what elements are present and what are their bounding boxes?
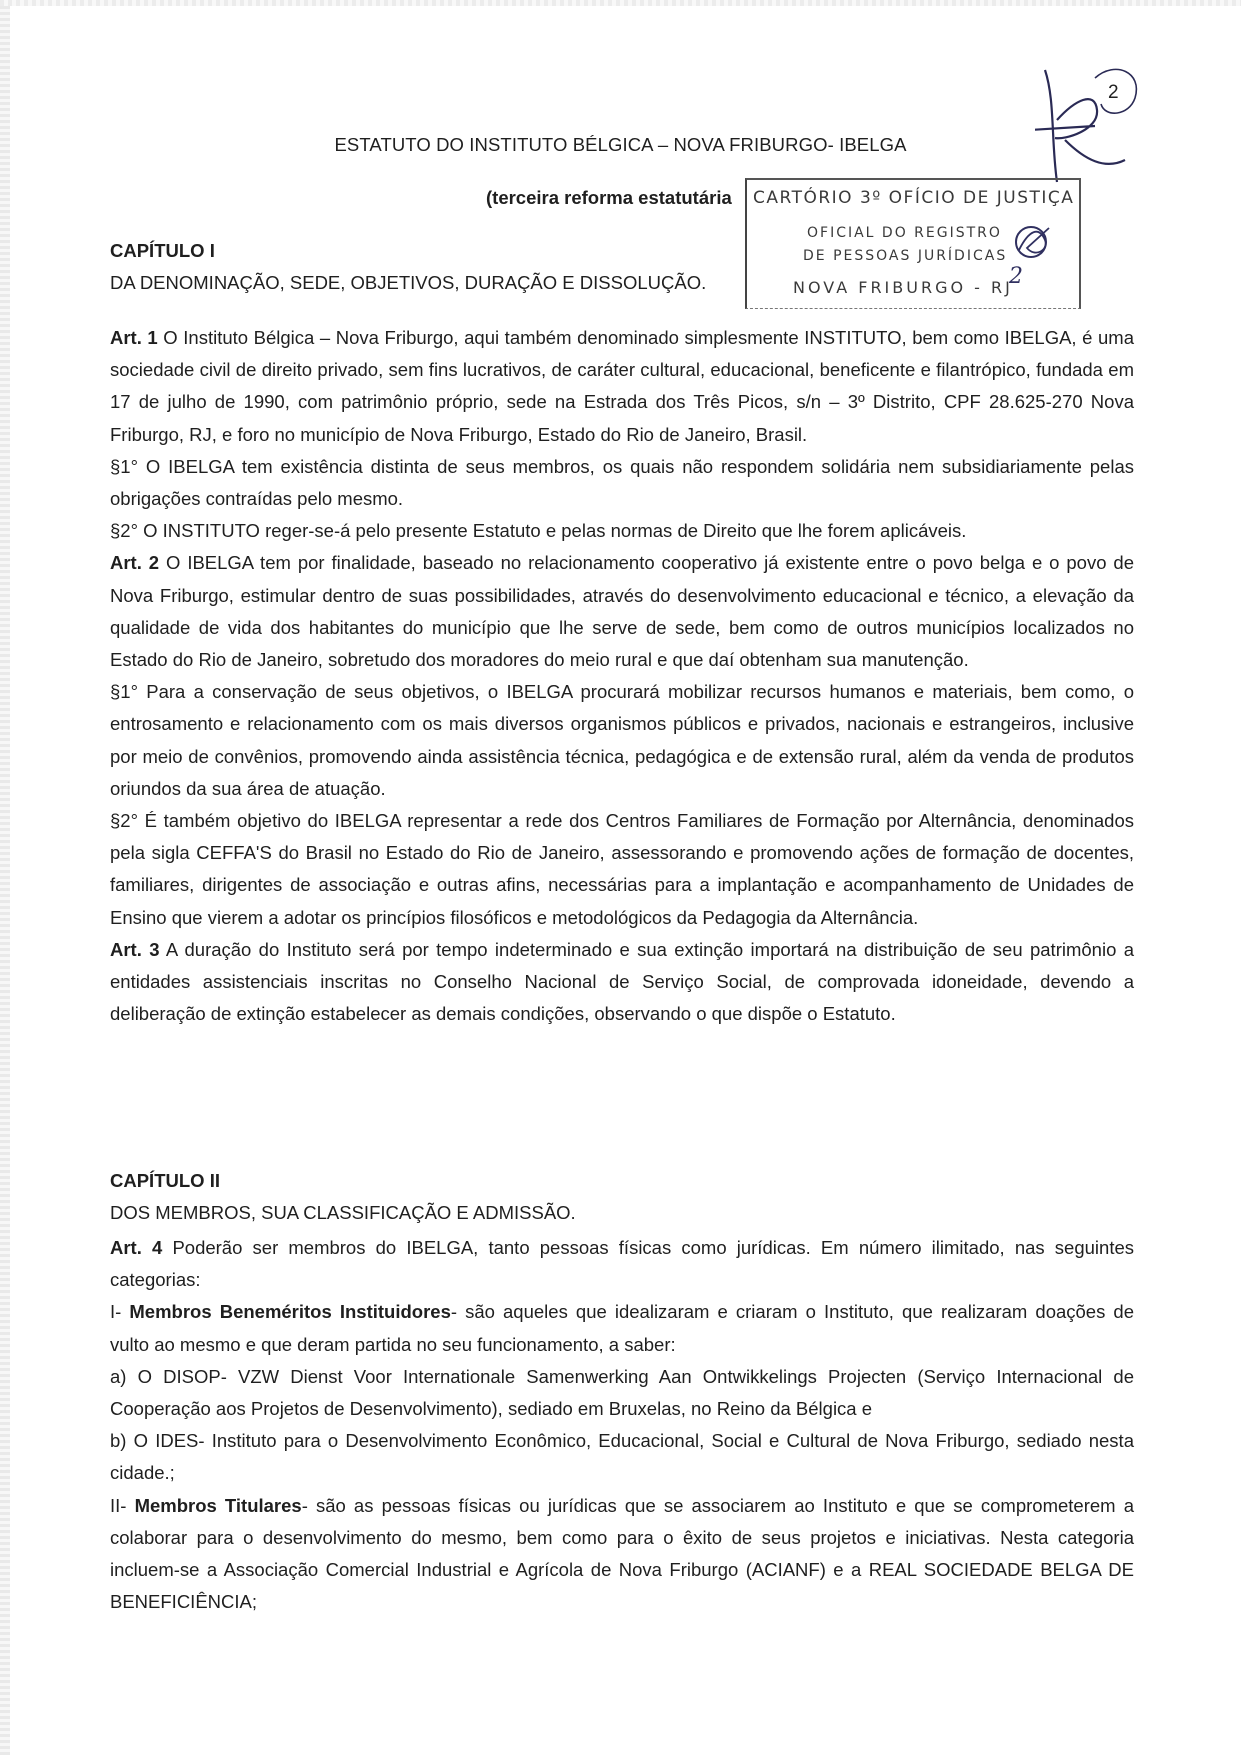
article-label: Art. 2 bbox=[110, 552, 160, 574]
stamp-rubric bbox=[1009, 220, 1059, 264]
paragraph: §2° É também objetivo do IBELGA representar a rede dos Centros Familiares de Formação por Alternância, denominados pela sigla CEFFA'S do Brasil no Estado do Rio de Janeiro, assessorando e promovendo ações de formação de docentes, familiares, dirigentes de associação e outras afins, necessárias para a implantação e acompanhamento de Unidades de Ensino que vierem a adotar os princípios filosóficos e metodológicos da Pedagogia da Alternância. bbox=[110, 810, 1134, 928]
item-b: b) O IDES- Instituto para o Desenvolvimento Econômico, Educacional, Social e Cultural de Nova Friburgo, sediado nesta cidade.; bbox=[110, 1430, 1134, 1484]
article-text: A duração do Instituto será por tempo indeterminado e sua extinção importará na distribuição de seu patrimônio a entidades assistenciais inscritas no Conselho Nacional de Serviço Social, de comprovada idoneidade, devendo a deliberação de extinção estabelecer as demais condições, observando o que dispõe o Estatuto. bbox=[110, 938, 1134, 1025]
article-label: Art. 4 bbox=[110, 1237, 163, 1258]
article-1 bbox=[110, 322, 1134, 451]
paragraph: §2° O INSTITUTO reger-se-á pelo presente Estatuto e pelas normas de Direito que lhe forem aplicáveis. bbox=[110, 520, 967, 542]
chapter-2-heading: CAPÍTULO II bbox=[110, 1170, 220, 1191]
article-4 bbox=[110, 1232, 1134, 1296]
paragraph: §1° Para a conservação de seus objetivos, o IBELGA procurará mobilizar recursos humanos e materiais, bem como, o entrosamento e relacionamento com os mais diversos organismos públicos e privados, nacionais e estrangeiros, inclusive por meio de convênios, promovendo ainda assistência técnica, pedagógica e de extensão rural, além da venda de produtos oriundos da sua área de atuação. bbox=[110, 681, 1134, 799]
document-title: ESTATUTO DO INSTITUTO BÉLGICA – NOVA FRIBURGO- IBELGA bbox=[334, 134, 907, 155]
article-text: O Instituto Bélgica – Nova Friburgo, aqui também denominado simplesmente INSTITUTO, bem como IBELGA, é uma sociedade civil de direito privado, sem fins lucrativos, de caráter cultural, educacional, beneficente e filantrópico, fundada em 17 de julho de 1990, com patrimônio próprio, sede na Estrada dos Três Picos, s/n – 3º Distrito, CPF 28.625-270 Nova Friburgo, RJ, e foro no município de Nova Friburgo, Estado do Rio de Janeiro, Brasil. bbox=[110, 327, 1134, 445]
item-a: a) O DISOP- VZW Dienst Voor Internationale Samenwerking Aan Ontwikkelings Projecten (Serviço Internacional de Cooperação aos Projetos de Desenvolvimento), sediado em Bruxelas, no Reino da Bélgica e bbox=[110, 1365, 1134, 1420]
stamp-registry: OFICIAL DO REGISTRO bbox=[807, 225, 1002, 241]
paragraph: §1° O IBELGA tem existência distinta de seus membros, os quais não respondem solidária nem subsidiariamente pelas obrigações contraídas pelo mesmo. bbox=[110, 455, 1134, 510]
article-label: Art. 3 bbox=[110, 938, 160, 960]
article-3 bbox=[110, 934, 1134, 1031]
handwritten-signature bbox=[1035, 60, 1145, 190]
scan-edge-top bbox=[0, 0, 1241, 6]
article-text: Poderão ser membros do IBELGA, tanto pessoas físicas como jurídicas. Em número ilimitado, nas seguintes categorias: bbox=[110, 1237, 1134, 1291]
category-prefix: II- bbox=[110, 1494, 135, 1516]
article-2 bbox=[110, 547, 1134, 676]
category-text: - são aqueles que idealizaram e criaram o Instituto, que realizaram doações de vulto ao mesmo e que deram partida no seu funcionamento, a saber: bbox=[110, 1301, 1135, 1355]
category-name: Membros Beneméritos Instituidores bbox=[129, 1301, 451, 1323]
stamp-entity: DE PESSOAS JURÍDICAS bbox=[803, 248, 1008, 264]
category-i bbox=[110, 1296, 1134, 1360]
stamp-office: CARTÓRIO 3º OFÍCIO DE JUSTIÇA bbox=[753, 188, 1075, 208]
page-number: 2 bbox=[1108, 82, 1119, 103]
stamp-city: NOVA FRIBURGO - RJ bbox=[793, 278, 1013, 297]
chapter-1-subheading: DA DENOMINAÇÃO, SEDE, OBJETIVOS, DURAÇÃO E DISSOLUÇÃO. bbox=[110, 272, 707, 293]
chapter-1-heading: CAPÍTULO I bbox=[110, 240, 215, 261]
document-subtitle: (terceira reforma estatutária bbox=[486, 187, 732, 208]
category-prefix: I- bbox=[110, 1301, 130, 1323]
chapter-1-body bbox=[110, 322, 1134, 1030]
registry-stamp bbox=[745, 178, 1081, 309]
scan-edge bbox=[0, 0, 10, 1755]
category-name: Membros Titulares bbox=[134, 1494, 302, 1516]
stamp-handwritten-mark: 2 bbox=[1009, 264, 1023, 289]
category-text: - são as pessoas físicas ou jurídicas que se associarem ao Instituto e que se comprometerem a colaborar para o desenvolvimento do mesmo, bem como para o êxito de seus projetos e iniciativas. Nesta categoria incluem-se a Associação Comercial Industrial e Agrícola de Nova Friburgo (ACIANF) e a REAL SOCIEDADE BELGA DE BENEFICIÊNCIA; bbox=[110, 1494, 1134, 1613]
article-label: Art. 1 bbox=[110, 327, 158, 348]
article-text: O IBELGA tem por finalidade, baseado no relacionamento cooperativo já existente entre o povo belga e o povo de Nova Friburgo, estimular dentro de suas possibilidades, através do desenvolvimento educacional e técnico, a elevação da qualidade de vida dos habitantes do município que lhe serve de sede, bem como de outros municípios localizados no Estado do Rio de Janeiro, sobretudo dos moradores do meio rural e que daí obtenham sua manutenção. bbox=[110, 552, 1134, 671]
category-ii bbox=[110, 1490, 1134, 1619]
chapter-2-subheading: DOS MEMBROS, SUA CLASSIFICAÇÃO E ADMISSÃO. bbox=[110, 1202, 576, 1223]
chapter-2-body bbox=[110, 1232, 1134, 1618]
